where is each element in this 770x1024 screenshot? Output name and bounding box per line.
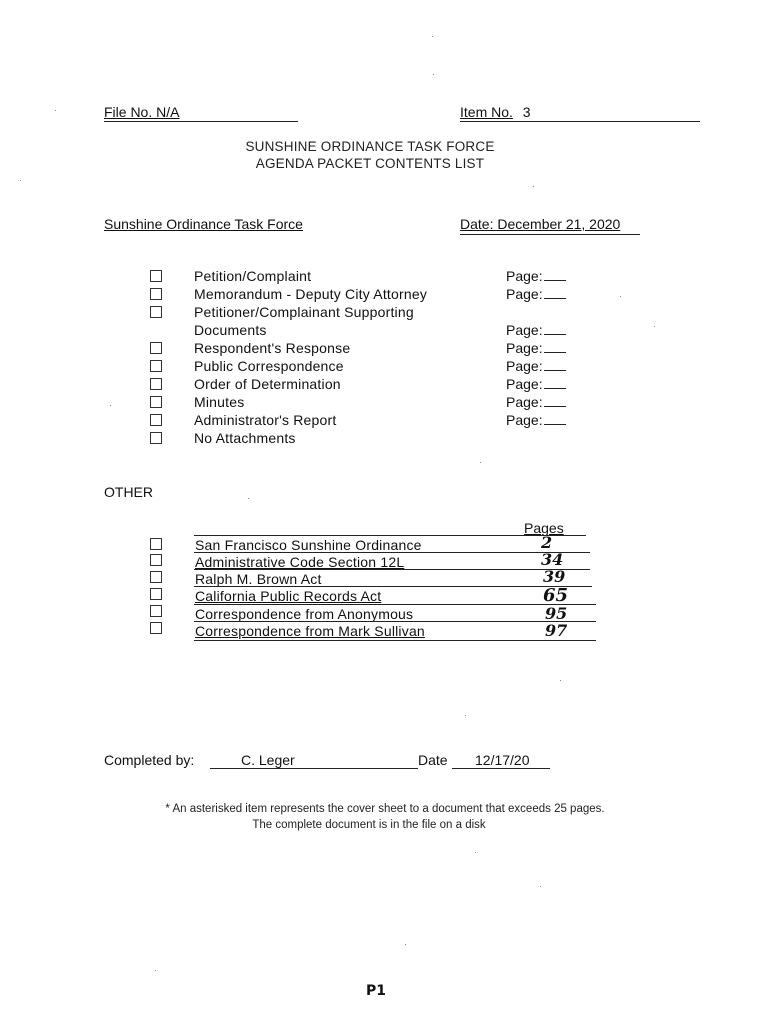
scan-speck bbox=[654, 326, 655, 327]
completed-date-underline bbox=[452, 768, 550, 769]
item-number bbox=[460, 104, 531, 120]
scan-speck bbox=[620, 296, 621, 297]
other-heading: OTHER bbox=[104, 484, 153, 500]
title-line-2: AGENDA PACKET CONTENTS LIST bbox=[255, 156, 485, 171]
handwritten-page: 2 bbox=[541, 533, 553, 552]
other-item: Administrative Code Section 12L bbox=[195, 554, 405, 570]
scan-speck bbox=[560, 680, 561, 681]
handwritten-page: 65 bbox=[543, 585, 569, 606]
checkbox-admin-code[interactable] bbox=[150, 554, 162, 566]
page-label: Page: bbox=[506, 286, 543, 302]
page-field[interactable] bbox=[506, 376, 566, 392]
scan-speck bbox=[475, 852, 476, 853]
scan-speck bbox=[540, 886, 541, 887]
meeting-date: Date: December 21, 2020 bbox=[460, 216, 621, 232]
checklist-item: Order of Determination bbox=[194, 376, 341, 392]
checklist-item: Administrator's Report bbox=[194, 412, 337, 428]
committee-name: Sunshine Ordinance Task Force bbox=[104, 216, 303, 232]
page-field[interactable] bbox=[506, 394, 566, 410]
page-number: P1 bbox=[366, 983, 387, 999]
page-field[interactable] bbox=[506, 412, 566, 428]
file-number-underline bbox=[104, 121, 298, 122]
checklist-item: Respondent's Response bbox=[194, 340, 351, 356]
item-number-label: Item No. bbox=[460, 104, 513, 120]
checkbox-petitioner-supporting[interactable] bbox=[150, 306, 162, 318]
other-item: Ralph M. Brown Act bbox=[195, 571, 322, 587]
page-field[interactable] bbox=[506, 268, 566, 284]
row-rule bbox=[194, 535, 586, 536]
scan-speck bbox=[405, 944, 406, 945]
checkbox-respondent[interactable] bbox=[150, 342, 162, 354]
completed-date-value[interactable]: 12/17/20 bbox=[475, 752, 530, 768]
asterisk-note-line-1: * An asterisked item represents the cover sheet to a document that exceeds 25 pages. bbox=[165, 803, 605, 815]
checkbox-memorandum[interactable] bbox=[150, 288, 162, 300]
checklist-item: Minutes bbox=[194, 394, 245, 410]
pages-heading: Pages bbox=[524, 520, 564, 536]
other-item: San Francisco Sunshine Ordinance bbox=[195, 537, 422, 553]
checkbox-correspondence-anonymous[interactable] bbox=[150, 605, 162, 617]
checklist-item: Petition/Complaint bbox=[194, 268, 312, 284]
checkbox-correspondence-sullivan[interactable] bbox=[150, 622, 162, 634]
row-rule bbox=[194, 586, 592, 587]
page-label: Page: bbox=[506, 268, 543, 284]
page-label: Page: bbox=[506, 394, 543, 410]
page-field[interactable] bbox=[506, 358, 566, 374]
row-rule bbox=[194, 604, 596, 605]
file-number bbox=[104, 104, 179, 120]
checkbox-no-attachments[interactable] bbox=[150, 432, 162, 444]
title-line-1: SUNSHINE ORDINANCE TASK FORCE bbox=[245, 139, 495, 154]
scan-speck bbox=[533, 186, 534, 187]
scan-speck bbox=[465, 715, 466, 716]
scan-speck bbox=[55, 110, 56, 111]
other-item: Correspondence from Anonymous bbox=[195, 606, 414, 622]
row-rule bbox=[194, 621, 596, 622]
scan-speck bbox=[480, 462, 481, 463]
file-number-label: File No. N/A bbox=[104, 104, 180, 120]
scan-speck bbox=[20, 180, 21, 181]
other-item: Correspondence from Mark Sullivan bbox=[195, 623, 425, 639]
handwritten-page: 97 bbox=[545, 621, 568, 640]
checkbox-administrators-report[interactable] bbox=[150, 414, 162, 426]
handwritten-page: 95 bbox=[545, 604, 568, 623]
other-item: California Public Records Act bbox=[195, 588, 382, 604]
row-rule bbox=[194, 552, 590, 553]
page-label: Page: bbox=[506, 376, 543, 392]
row-rule bbox=[194, 640, 596, 641]
checklist-item: Public Correspondence bbox=[194, 358, 344, 374]
item-number-value: 3 bbox=[522, 104, 531, 120]
page-label: Page: bbox=[506, 412, 543, 428]
checkbox-minutes[interactable] bbox=[150, 396, 162, 408]
completed-by-label: Completed by: bbox=[104, 752, 195, 768]
scan-speck bbox=[110, 405, 111, 406]
scan-speck bbox=[155, 970, 156, 971]
meeting-date-underline bbox=[460, 234, 640, 235]
checklist-item: Documents bbox=[194, 322, 267, 338]
page-label: Page: bbox=[506, 322, 543, 338]
page-label: Page: bbox=[506, 358, 543, 374]
handwritten-page: 39 bbox=[543, 567, 566, 586]
scan-speck bbox=[248, 498, 249, 499]
page-field[interactable] bbox=[506, 340, 566, 356]
checkbox-order-of-determination[interactable] bbox=[150, 378, 162, 390]
completed-by-underline bbox=[210, 768, 418, 769]
scan-speck bbox=[432, 36, 433, 37]
item-number-underline bbox=[460, 121, 700, 122]
checkbox-brown-act[interactable] bbox=[150, 571, 162, 583]
page-field[interactable] bbox=[506, 322, 566, 338]
checkbox-sunshine-ordinance[interactable] bbox=[150, 538, 162, 550]
page-field[interactable] bbox=[506, 286, 566, 302]
scan-speck bbox=[433, 74, 434, 75]
handwritten-page: 34 bbox=[541, 550, 564, 569]
row-rule bbox=[194, 569, 590, 570]
checkbox-public-records-act[interactable] bbox=[150, 588, 162, 600]
completed-by-name[interactable]: C. Leger bbox=[241, 752, 295, 768]
asterisk-note-line-2: The complete document is in the file on a disk bbox=[252, 819, 486, 831]
checklist-item: No Attachments bbox=[194, 430, 296, 446]
page-label: Page: bbox=[506, 340, 543, 356]
document-title bbox=[0, 138, 740, 172]
completed-date-label: Date bbox=[418, 752, 448, 768]
checkbox-petition[interactable] bbox=[150, 270, 162, 282]
checklist-item: Petitioner/Complainant Supporting bbox=[194, 304, 414, 320]
checklist-item: Memorandum - Deputy City Attorney bbox=[194, 286, 428, 302]
checkbox-public-correspondence[interactable] bbox=[150, 360, 162, 372]
